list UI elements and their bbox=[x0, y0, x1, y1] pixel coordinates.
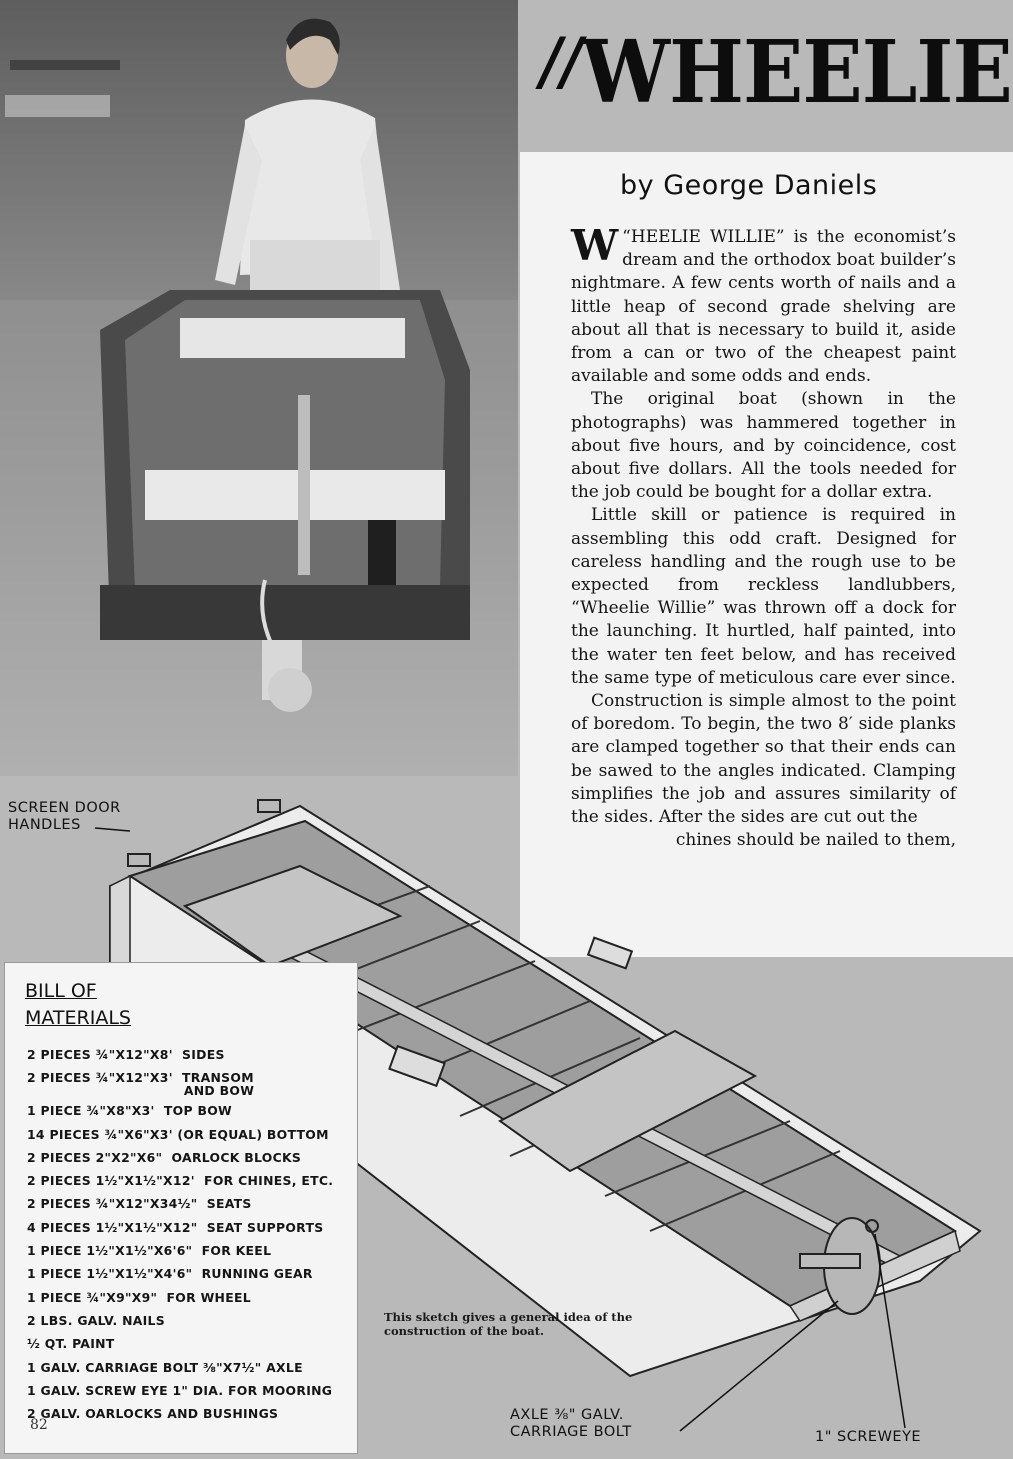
bom-item: 1 PIECE ¾"X9"X9" FOR WHEEL bbox=[27, 1289, 251, 1305]
paragraph-2: The original boat (shown in the photographs) was hammered together in about five hours, and by coincidence, cost about five dollars. All the tools needed for the job could be bought for a dollar extra. bbox=[571, 389, 956, 503]
dropcap-quote: “ bbox=[622, 227, 631, 247]
title-prefix: // bbox=[540, 24, 582, 99]
bom-item: 1 GALV. CARRIAGE BOLT ⅜"X7½" AXLE bbox=[27, 1359, 303, 1375]
bom-list bbox=[27, 1043, 357, 1425]
bom-title-line1: BILL OF bbox=[25, 980, 97, 1002]
title-text: WHEELIE bbox=[581, 22, 1012, 123]
dropcap: W bbox=[571, 221, 619, 270]
screweye-label: 1" SCREWEYE bbox=[815, 1429, 922, 1445]
article-body bbox=[571, 221, 956, 852]
bom-item: 2 GALV. OARLOCKS AND BUSHINGS bbox=[27, 1406, 279, 1422]
article-title bbox=[540, 22, 1012, 123]
bom-item: 1 GALV. SCREW EYE 1" DIA. FOR MOORING bbox=[27, 1382, 333, 1398]
paragraph-4: Construction is simple almost to the point of boredom. To begin, the two 8′ side planks are clamped together so that their ends can be sawed to the angles indicated. Clamping simplifies the job and assures similarity of the sides. After the sides are cut out the bbox=[571, 691, 956, 828]
paragraph-1-text: HEELIE WILLIE” is the economist’s dream and the orthodox boat builder’s nightmare. A few cents worth of nails and a little heap of second grade shelving are about all that is necessary to build it, aside from a can or two of the cheapest paint available and some odds and ends. bbox=[571, 227, 956, 387]
bom-item: 4 PIECES 1½"X1½"X12" SEAT SUPPORTS bbox=[27, 1219, 324, 1235]
byline: by George Daniels bbox=[620, 170, 878, 201]
bom-item: 2 LBS. GALV. NAILS bbox=[27, 1312, 165, 1328]
bom-item: 2 PIECES 2"X2"X6" OARLOCK BLOCKS bbox=[27, 1149, 302, 1165]
bom-item: 14 PIECES ¾"X6"X3' (OR EQUAL) BOTTOM bbox=[27, 1126, 329, 1142]
axle-label-line1: AXLE ⅜" GALV. bbox=[510, 1407, 624, 1423]
bom-item: 1 PIECE 1½"X1½"X4'6" RUNNING GEAR bbox=[27, 1266, 313, 1282]
bom-title-line2: MATERIALS bbox=[25, 1007, 131, 1029]
bom-item: 2 PIECES ¾"X12"X8' SIDES bbox=[27, 1047, 225, 1062]
page-number: 82 bbox=[30, 1417, 48, 1433]
bill-of-materials bbox=[4, 962, 358, 1454]
axle-label bbox=[510, 1407, 632, 1441]
boat-photo-illustration bbox=[0, 0, 518, 776]
screen-door-label-line1: SCREEN DOOR bbox=[8, 800, 121, 816]
screen-door-label bbox=[8, 800, 121, 834]
bom-item: 2 PIECES ¾"X12"X3' TRANSOM AND BOW bbox=[27, 1070, 255, 1099]
bom-item: 2 PIECES 1½"X1½"X12' FOR CHINES, ETC. bbox=[27, 1173, 334, 1189]
bom-item: 1 PIECE 1½"X1½"X6'6" FOR KEEL bbox=[27, 1243, 272, 1259]
paragraph-3: Little skill or patience is required in assembling this odd craft. Designed for careless handling and the rough use to be expected from reckless landlubbers, “Wheelie Willie” was thrown off a dock for the launching. It hurtled, half painted, into the water ten feet below, and has received the same type of meticulous care ever since. bbox=[571, 505, 956, 688]
bom-title bbox=[25, 978, 131, 1032]
bom-item: ½ QT. PAINT bbox=[27, 1336, 115, 1352]
axle-label-line2: CARRIAGE BOLT bbox=[510, 1424, 632, 1440]
bom-item: 2 PIECES ¾"X12"X34½" SEATS bbox=[27, 1196, 252, 1212]
boat-photograph bbox=[0, 0, 518, 776]
sketch-caption: This sketch gives a general idea of the construction of the boat. bbox=[384, 1310, 633, 1338]
bom-item: 1 PIECE ¾"X8"X3' TOP BOW bbox=[27, 1103, 232, 1119]
paragraph-5: chines should be nailed to them, bbox=[675, 830, 956, 851]
screen-door-label-line2: HANDLES bbox=[8, 817, 81, 833]
paragraph-1 bbox=[571, 221, 956, 388]
